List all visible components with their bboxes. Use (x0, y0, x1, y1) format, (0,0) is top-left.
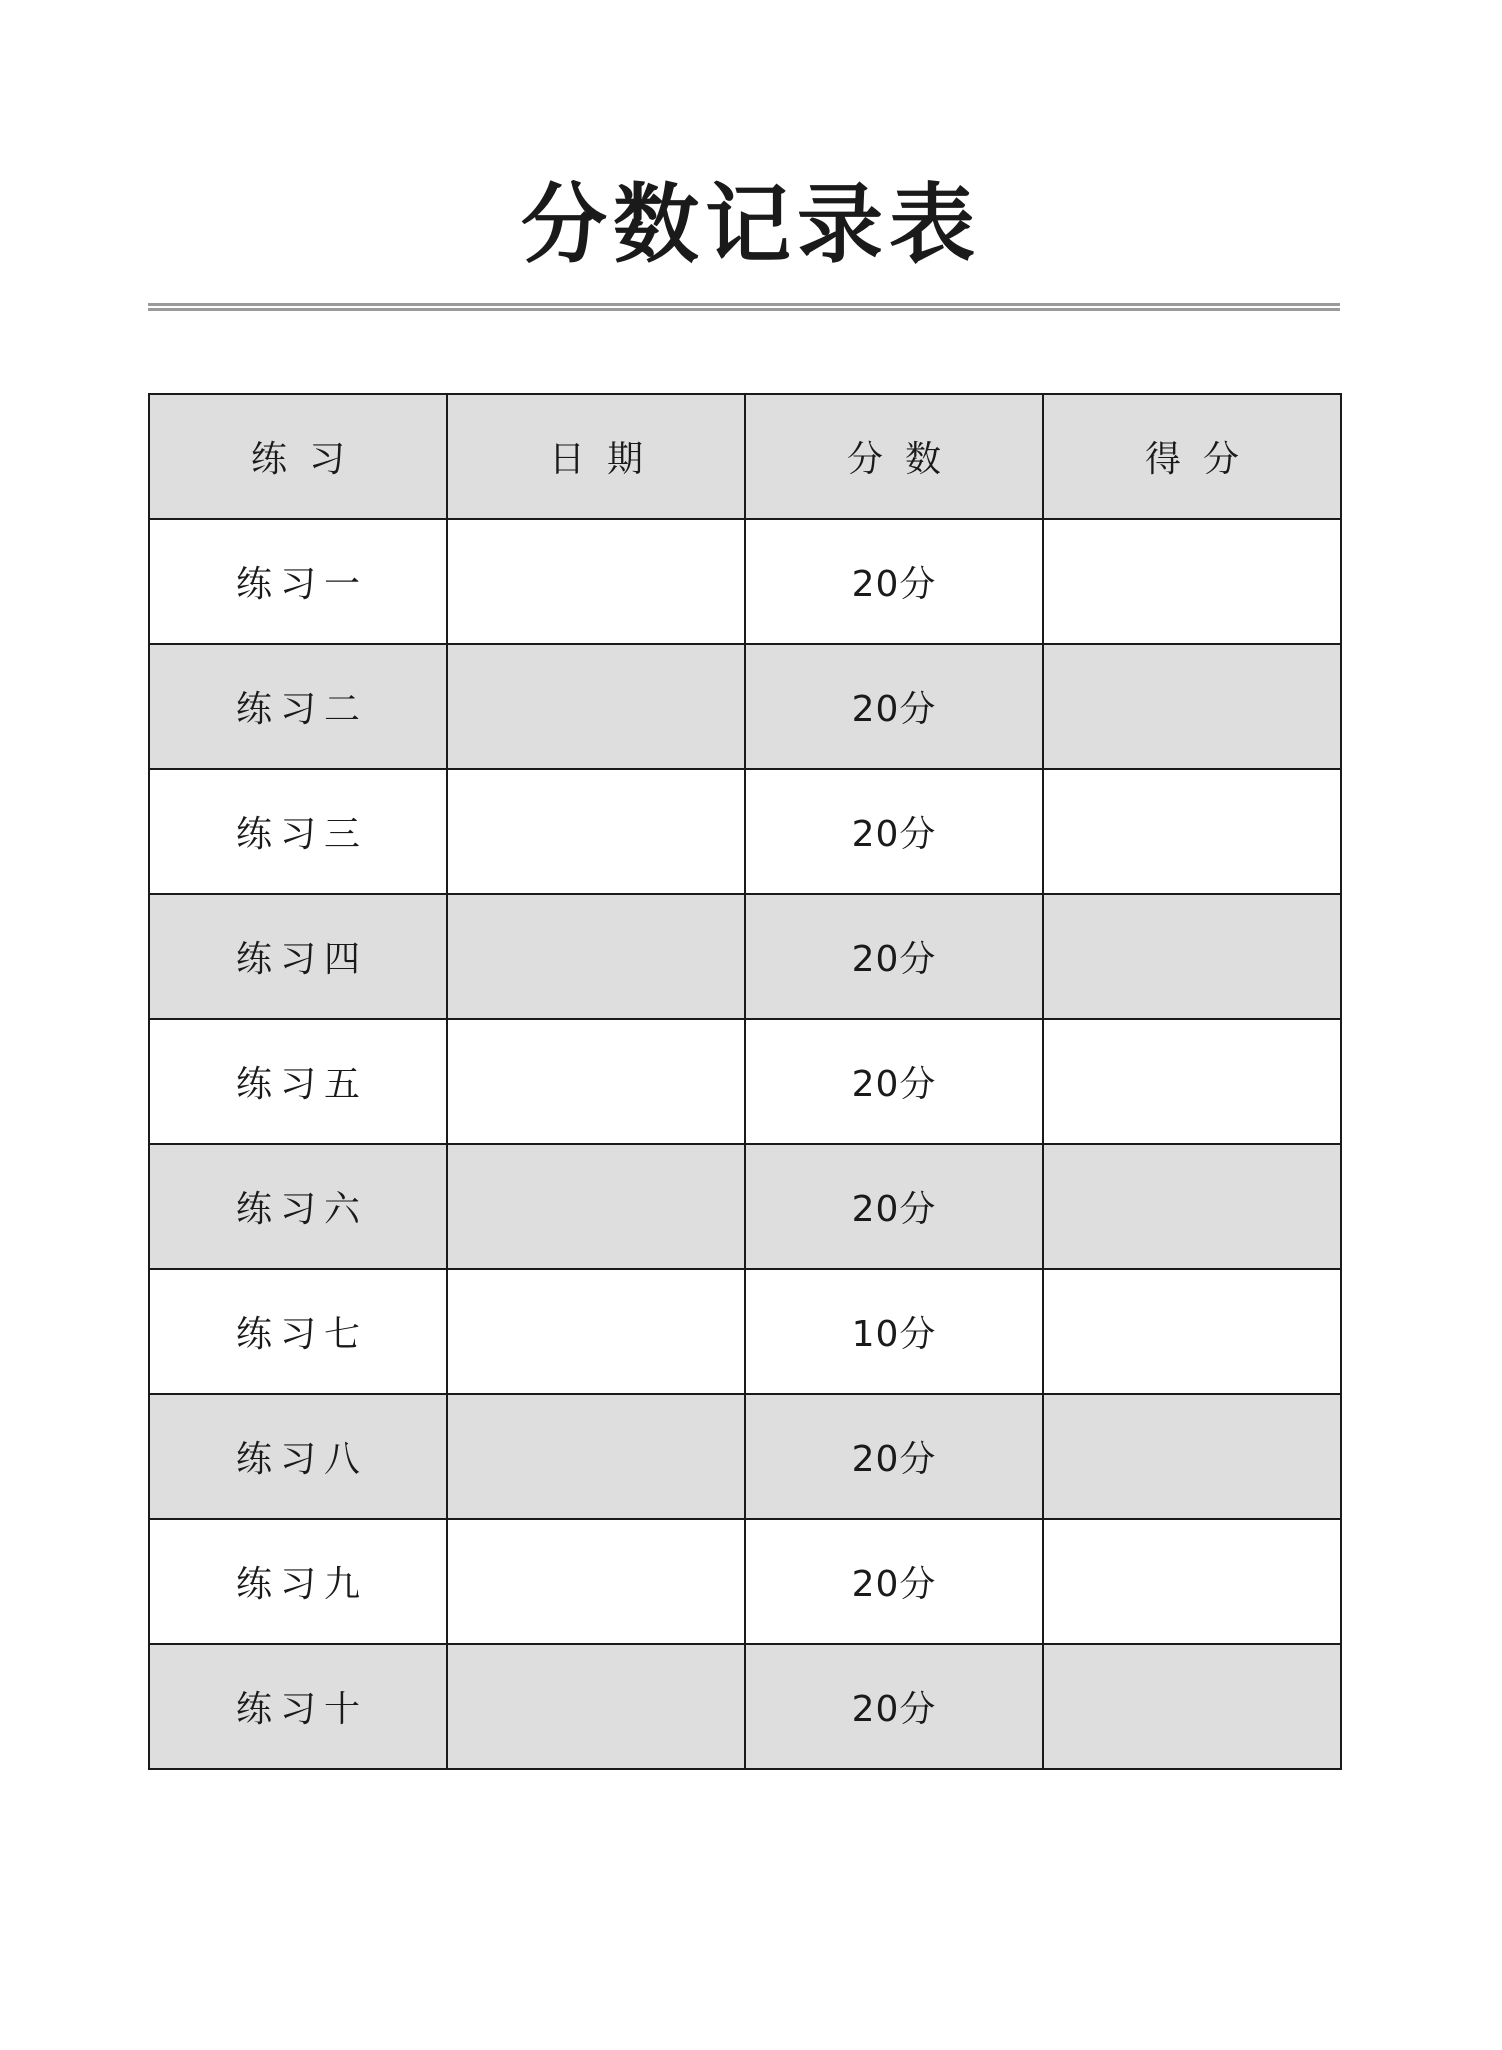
date-cell[interactable] (447, 1269, 745, 1394)
page-title: 分数记录表 (521, 175, 981, 275)
date-cell[interactable] (447, 1394, 745, 1519)
date-cell[interactable] (447, 1644, 745, 1769)
date-cell[interactable] (447, 894, 745, 1019)
table-row (149, 894, 1341, 1019)
points-cell: 20分 (745, 1644, 1043, 1769)
score-cell[interactable] (1043, 519, 1341, 644)
table-row (149, 1394, 1341, 1519)
score-cell[interactable] (1043, 644, 1341, 769)
points-cell: 20分 (745, 1394, 1043, 1519)
points-cell: 20分 (745, 1019, 1043, 1144)
date-cell[interactable] (447, 1144, 745, 1269)
table-row (149, 769, 1341, 894)
table-row (149, 1519, 1341, 1644)
points-cell: 20分 (745, 1519, 1043, 1644)
title-divider (148, 303, 1340, 311)
points-cell: 20分 (745, 1144, 1043, 1269)
score-cell[interactable] (1043, 1019, 1341, 1144)
score-record-table (148, 393, 1342, 1770)
score-cell[interactable] (1043, 1394, 1341, 1519)
score-cell[interactable] (1043, 894, 1341, 1019)
points-cell: 20分 (745, 519, 1043, 644)
exercise-cell: 练习六 (149, 1144, 447, 1269)
title-divider-line-top (148, 303, 1340, 306)
date-cell[interactable] (447, 1019, 745, 1144)
exercise-cell: 练习一 (149, 519, 447, 644)
score-cell[interactable] (1043, 1144, 1341, 1269)
table-row (149, 1644, 1341, 1769)
exercise-cell: 练习五 (149, 1019, 447, 1144)
exercise-cell: 练习四 (149, 894, 447, 1019)
exercise-cell: 练习八 (149, 1394, 447, 1519)
table-row (149, 644, 1341, 769)
table-row (149, 1019, 1341, 1144)
exercise-cell: 练习二 (149, 644, 447, 769)
table-row (149, 519, 1341, 644)
points-cell: 20分 (745, 769, 1043, 894)
header-score: 得分 (1043, 394, 1341, 519)
date-cell[interactable] (447, 519, 745, 644)
table-row (149, 1144, 1341, 1269)
score-cell[interactable] (1043, 769, 1341, 894)
points-cell: 10分 (745, 1269, 1043, 1394)
title-divider-line-bottom (148, 308, 1340, 311)
exercise-cell: 练习七 (149, 1269, 447, 1394)
exercise-cell: 练习三 (149, 769, 447, 894)
header-exercise: 练习 (149, 394, 447, 519)
exercise-cell: 练习十 (149, 1644, 447, 1769)
score-cell[interactable] (1043, 1269, 1341, 1394)
points-cell: 20分 (745, 894, 1043, 1019)
date-cell[interactable] (447, 1519, 745, 1644)
points-cell: 20分 (745, 644, 1043, 769)
score-cell[interactable] (1043, 1644, 1341, 1769)
header-points: 分数 (745, 394, 1043, 519)
score-cell[interactable] (1043, 1519, 1341, 1644)
date-cell[interactable] (447, 769, 745, 894)
date-cell[interactable] (447, 644, 745, 769)
header-date: 日期 (447, 394, 745, 519)
table-row (149, 1269, 1341, 1394)
exercise-cell: 练习九 (149, 1519, 447, 1644)
table-header-row (149, 394, 1341, 519)
